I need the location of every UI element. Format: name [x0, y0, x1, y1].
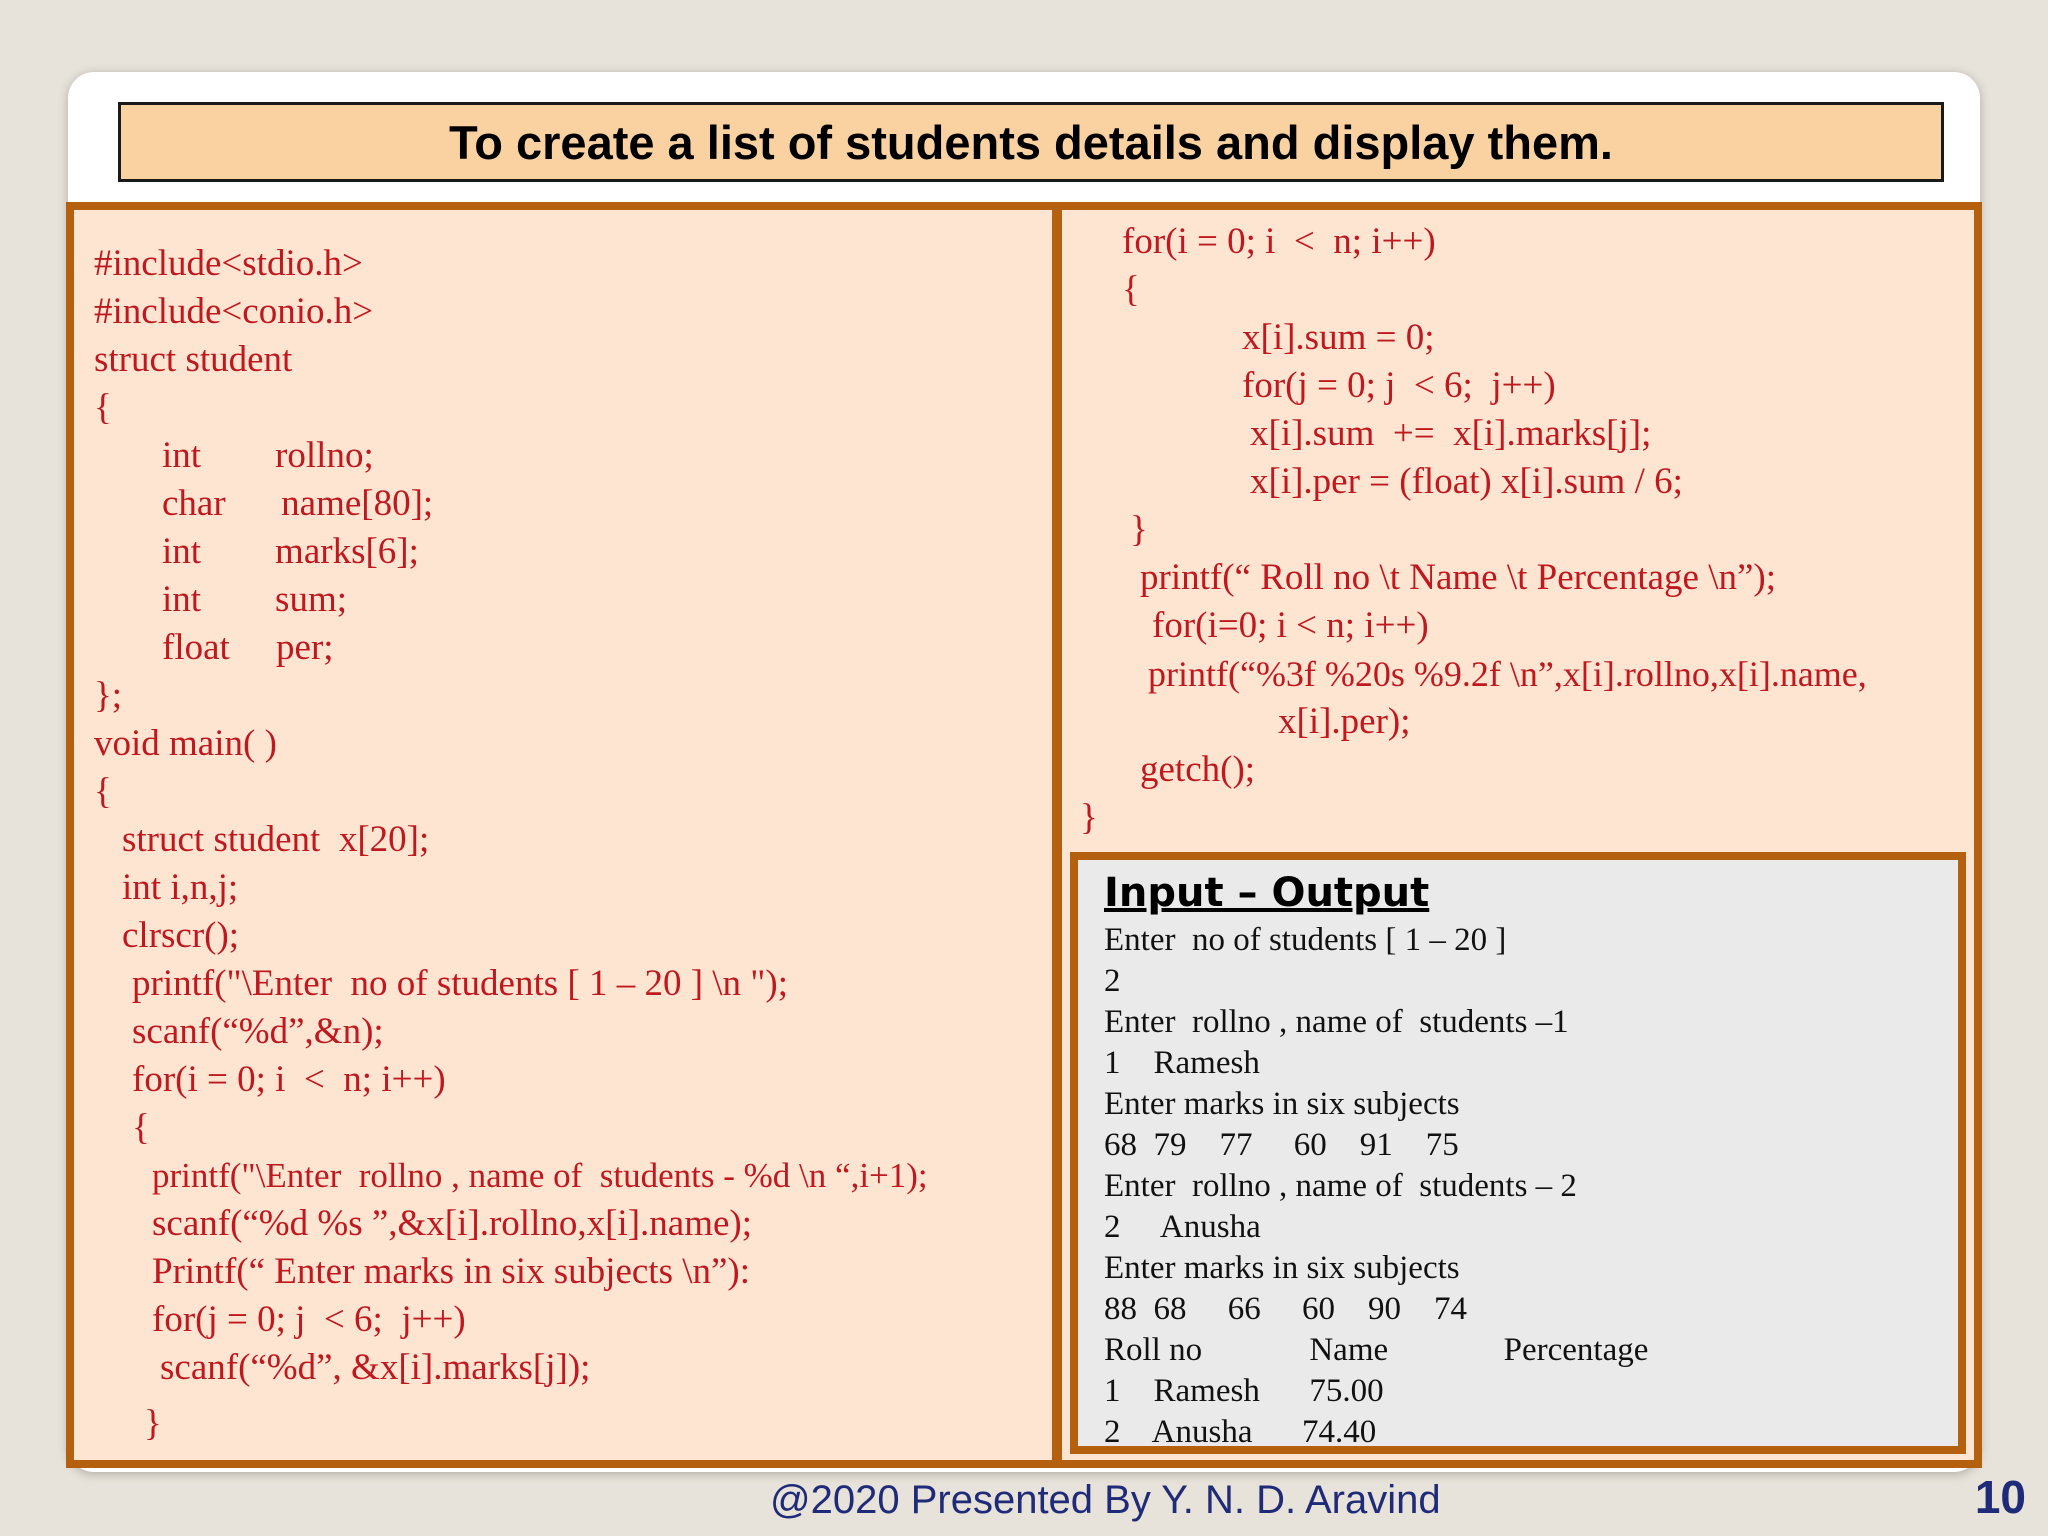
io-line: Enter marks in six subjects: [1104, 1086, 1460, 1122]
code-line: void main( ): [94, 723, 277, 764]
io-line: Enter rollno , name of students –1: [1104, 1004, 1569, 1040]
io-line: 2 Anusha: [1104, 1209, 1261, 1245]
code-line: scanf(“%d %s ”,&x[i].rollno,x[i].name);: [152, 1203, 753, 1244]
input-output-panel: [1070, 852, 1966, 1454]
code-line: };: [94, 675, 123, 716]
io-title: Input – Output: [1104, 870, 1430, 916]
code-line: x[i].sum = 0;: [1242, 317, 1435, 358]
code-line: {: [94, 771, 112, 812]
code-line: struct student: [94, 339, 293, 380]
code-line: float per;: [162, 627, 334, 668]
title-banner: [118, 102, 1944, 182]
code-line: int sum;: [162, 579, 348, 620]
code-line: getch();: [1140, 749, 1256, 790]
left-code-panel: [66, 202, 1060, 1468]
code-line: int i,n,j;: [122, 867, 239, 908]
code-line: Printf(“ Enter marks in six subjects \n”):: [152, 1251, 751, 1292]
code-line: char name[80];: [162, 483, 434, 524]
io-line: 1 Ramesh 75.00: [1104, 1373, 1384, 1409]
presenter-footer: @2020 Presented By Y. N. D. Aravind: [770, 1478, 1441, 1522]
io-line: 68 79 77 60 91 75: [1104, 1127, 1459, 1163]
io-line: Enter no of students [ 1 – 20 ]: [1104, 922, 1507, 958]
code-line: clrscr();: [122, 915, 240, 956]
code-line: {: [132, 1107, 150, 1148]
code-line: }: [1130, 509, 1148, 550]
code-line: scanf(“%d”,&n);: [132, 1011, 384, 1052]
code-line: scanf(“%d”, &x[i].marks[j]);: [160, 1347, 591, 1388]
code-line: int marks[6];: [162, 531, 419, 572]
slide-title: To create a list of students details and display them.: [449, 115, 1613, 169]
code-line: }: [144, 1403, 162, 1444]
code-line: }: [1080, 797, 1098, 838]
io-line: 2: [1104, 963, 1121, 999]
io-line: Roll no Name Percentage: [1104, 1332, 1649, 1368]
code-line: for(j = 0; j < 6; j++): [152, 1299, 466, 1340]
io-line: Enter marks in six subjects: [1104, 1250, 1460, 1286]
code-line: {: [1122, 269, 1140, 310]
code-line: for(i=0; i < n; i++): [1152, 605, 1429, 646]
code-line: printf("\Enter no of students [ 1 – 20 ] \n ");: [132, 963, 789, 1004]
io-line: Enter rollno , name of students – 2: [1104, 1168, 1577, 1204]
io-line: 2 Anusha 74.40: [1104, 1414, 1377, 1450]
code-line: printf(“%3f %20s %9.2f \n”,x[i].rollno,x[i].name,: [1148, 654, 1867, 694]
code-line: x[i].sum += x[i].marks[j];: [1250, 413, 1652, 454]
code-line: printf("\Enter rollno , name of students - %d \n “,i+1);: [152, 1156, 928, 1195]
code-line: for(j = 0; j < 6; j++): [1242, 365, 1556, 406]
code-line: int rollno;: [162, 435, 374, 476]
code-line: x[i].per = (float) x[i].sum / 6;: [1250, 461, 1683, 502]
io-line: 1 Ramesh: [1104, 1045, 1260, 1081]
io-line: 88 68 66 60 90 74: [1104, 1291, 1467, 1327]
code-line: struct student x[20];: [122, 819, 430, 860]
page-number: 10: [1974, 1471, 2026, 1523]
code-line: #include<stdio.h>: [94, 243, 363, 284]
code-line: x[i].per);: [1278, 701, 1411, 742]
code-line: {: [94, 387, 112, 428]
code-line: printf(“ Roll no \t Name \t Percentage \n”);: [1140, 557, 1776, 598]
code-line: #include<conio.h>: [94, 291, 374, 332]
code-line: for(i = 0; i < n; i++): [132, 1059, 446, 1100]
code-line: for(i = 0; i < n; i++): [1122, 221, 1436, 262]
